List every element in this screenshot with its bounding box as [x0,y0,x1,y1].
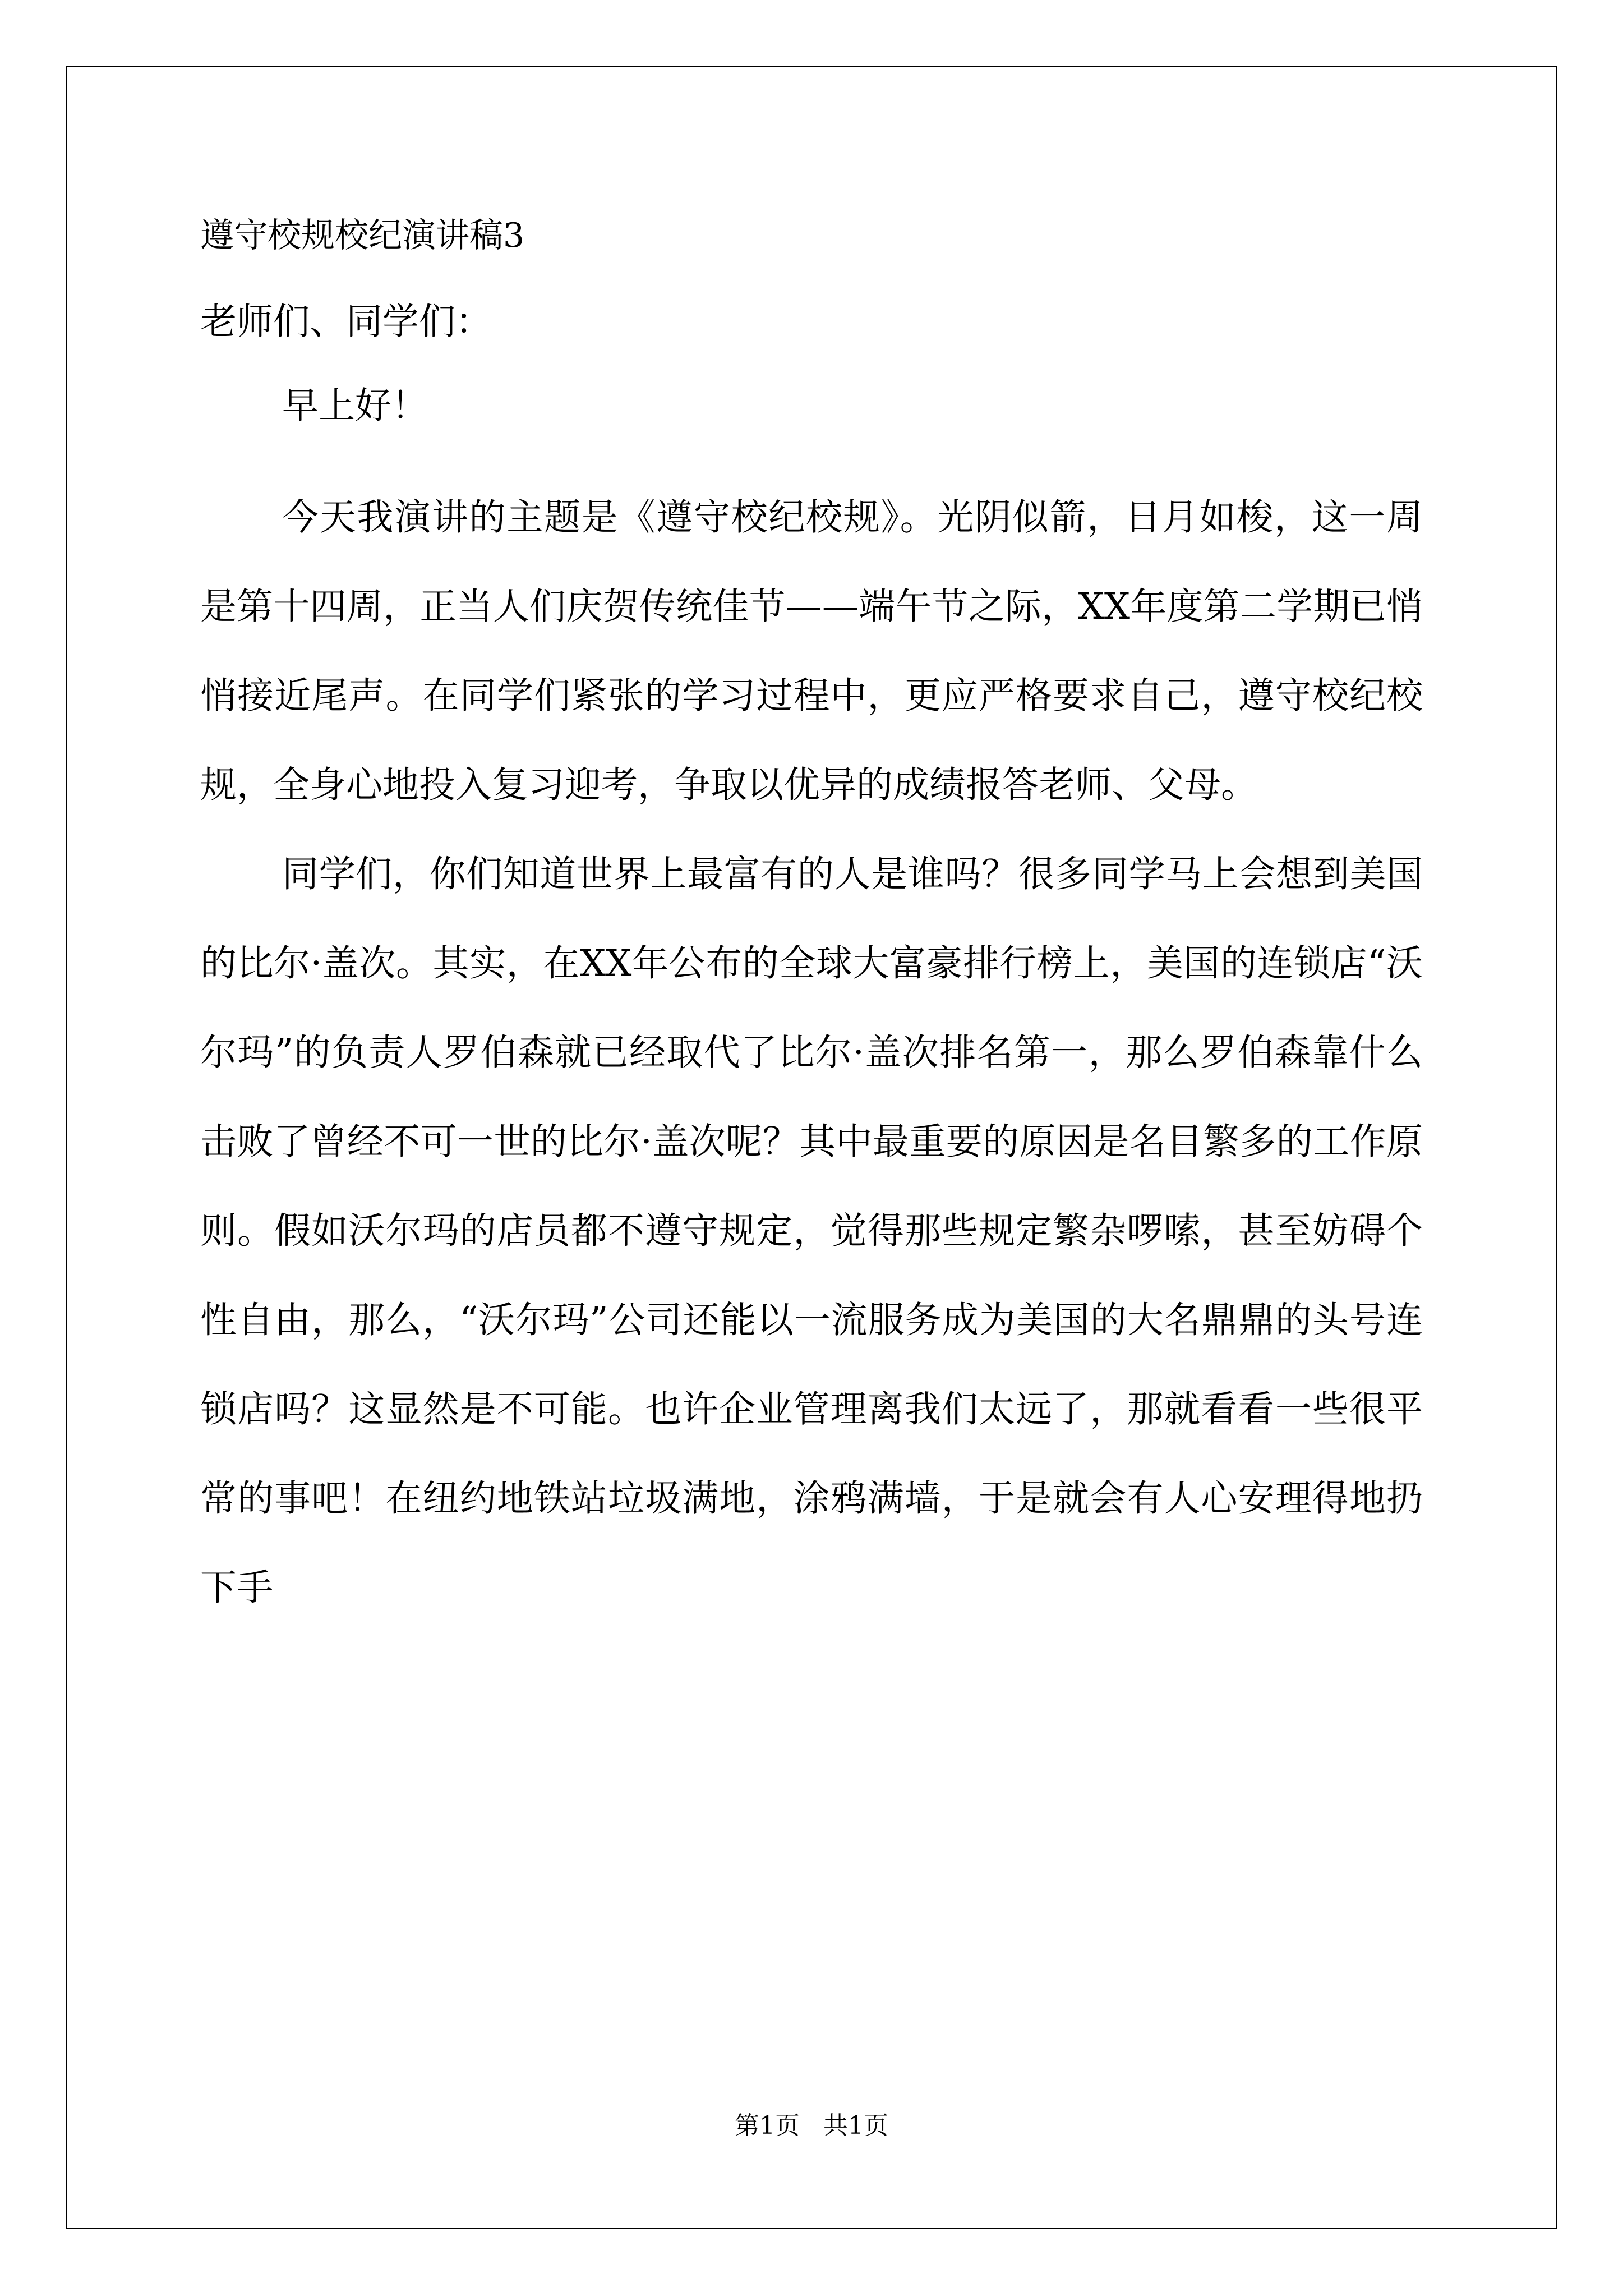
greeting: 早上好！ [282,385,428,427]
paragraph-1: 今天我演讲的主题是《遵守校纪校规》。光阴似箭，日月如梭，这一周是第十四周，正当人们庆贺传统佳节——端午节之际，XX年度第二学期已悄悄接近尾声。在同学们紧张的学习过程中，更应严格要求自己，遵守校纪校规，全身心地投入复习迎考，争取以优异的成绩报答老师、父母。 [200,496,1423,806]
salutation: 老师们、同学们： [200,301,492,343]
page-footer: 第1页 共1页 [735,2111,888,2140]
paragraph-2: 同学们，你们知道世界上最富有的人是谁吗？很多同学马上会想到美国的比尔·盖次。其实，在XX年公布的全球大富豪排行榜上，美国的连锁店“沃尔玛”的负责人罗伯森就已经取代了比尔·盖次排名第一，那么罗伯森靠什么击败了曾经不可一世的比尔·盖次呢？其中最重要的原因是名目繁多的工作原则。假如沃尔玛的店员都不遵守规定，觉得那些规定繁杂啰嗦，甚至妨碍个性自由，那么，“沃尔玛”公司还能以一流服务成为美国的大名鼎鼎的头号连锁店吗？这显然是不可能。也许企业管理离我们太远了，那就看看一些很平常的事吧！在纽约地铁站垃圾满地，涂鸦满墙，于是就会有人心安理得地扔下手 [200,853,1423,1609]
document-title: 遵守校规校纪演讲稿3 [200,216,525,255]
document-body [200,213,1423,1632]
